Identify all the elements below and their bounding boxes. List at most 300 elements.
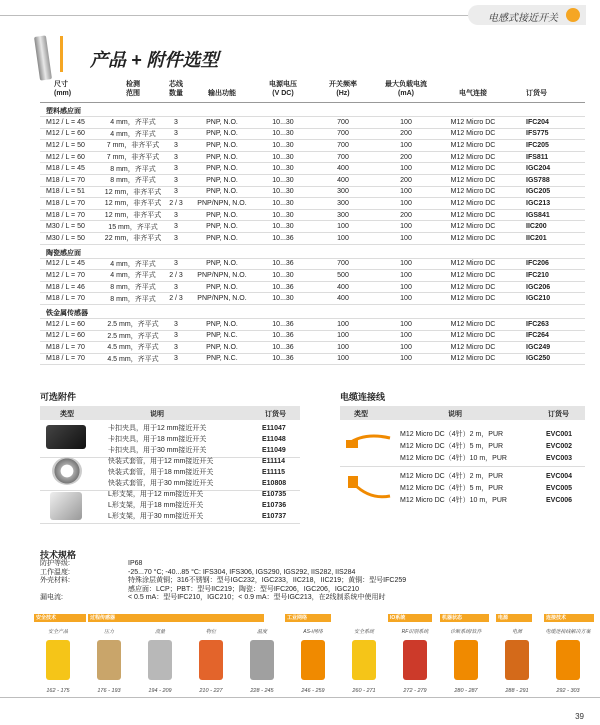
- table-cell: 12 mm，非齐平式: [104, 209, 162, 221]
- table-cell: 10...30: [254, 151, 312, 163]
- accessory-desc: 快装式套管，用于18 mm接近开关: [108, 469, 214, 476]
- snap-clamp-image: [46, 425, 86, 449]
- table-cell: IFC206: [508, 258, 585, 270]
- table-cell: IFC263: [508, 318, 585, 330]
- table-cell: PNP, N.O.: [190, 128, 254, 140]
- accessory-order-number: E10735: [262, 491, 287, 498]
- table-cell: M12 / L = 70: [40, 270, 104, 282]
- table-cell: IFS811: [508, 151, 585, 163]
- table-cell: PNP, N.O.: [190, 174, 254, 186]
- table-row: [40, 163, 585, 175]
- accessory-order-number: E10808: [262, 480, 287, 487]
- table-cell: 100: [374, 140, 438, 152]
- footer-page-range[interactable]: 162 - 175: [46, 688, 70, 694]
- spec-value: < 0.5 mA：型号IFC210，IGC210；< 0.9 mA：型号IGC213，在2线制系统中使用时: [128, 594, 386, 601]
- column-header: 检测 范围: [104, 78, 162, 103]
- table-cell: 100: [374, 117, 438, 129]
- footer-item-label[interactable]: 流量: [154, 629, 165, 635]
- table-cell: IGC213: [508, 198, 585, 210]
- table-cell: M12 Micro DC: [438, 186, 508, 198]
- cables-header-type: 类型: [354, 411, 368, 418]
- table-cell: M12 / L = 60: [40, 128, 104, 140]
- column-header: 电源电压 (V DC): [254, 78, 312, 103]
- table-cell: IFC264: [508, 330, 585, 342]
- specs-title: 技术规格: [40, 550, 77, 560]
- footer-product-image[interactable]: [97, 640, 121, 680]
- table-cell: 10...30: [254, 293, 312, 305]
- table-row: [40, 232, 585, 244]
- table-cell: 3: [162, 342, 190, 354]
- category-dot-icon: [566, 8, 580, 22]
- footer-product-image[interactable]: [199, 640, 223, 680]
- footer-item-label[interactable]: 电缆连接线解决方案: [545, 629, 591, 635]
- table-cell: M12 Micro DC: [438, 293, 508, 305]
- table-cell: 300: [312, 186, 374, 198]
- accessory-order-number: E11115: [262, 469, 285, 476]
- table-cell: M12 Micro DC: [438, 330, 508, 342]
- accessory-order-number: E10737: [262, 513, 287, 520]
- accessory-order-number: E11049: [262, 447, 286, 454]
- table-cell: 400: [312, 293, 374, 305]
- category-label: 电感式接近开关: [488, 13, 558, 24]
- l-bracket-image: [50, 492, 82, 520]
- table-cell: M12 Micro DC: [438, 128, 508, 140]
- table-cell: IFC210: [508, 270, 585, 282]
- group-row: [40, 244, 585, 258]
- page-title: 产品 + 附件选型: [90, 50, 219, 70]
- accessory-desc: 卡扣夹具，用于30 mm接近开关: [108, 447, 207, 454]
- footer-page-range[interactable]: 260 - 271: [352, 688, 376, 694]
- accessories-header-order: 订货号: [265, 411, 286, 418]
- table-row: [40, 342, 585, 354]
- table-row: [40, 330, 585, 342]
- table-cell: 400: [312, 281, 374, 293]
- table-cell: M12 / L = 60: [40, 318, 104, 330]
- table-cell: 700: [312, 151, 374, 163]
- table-cell: IIC201: [508, 232, 585, 244]
- footer-category-tab[interactable]: 电源: [496, 614, 532, 622]
- table-cell: 100: [374, 342, 438, 354]
- table-row: [40, 318, 585, 330]
- table-cell: 3: [162, 258, 190, 270]
- cable-desc: M12 Micro DC（4针）5 m，PUR: [400, 485, 504, 492]
- table-cell: PNP, N.O.: [190, 258, 254, 270]
- table-cell: 200: [374, 151, 438, 163]
- product-table-body: [40, 103, 585, 365]
- group-row: [40, 103, 585, 117]
- table-row: [40, 270, 585, 282]
- group-label: 陶瓷感应面: [40, 244, 585, 258]
- table-cell: M12 Micro DC: [438, 342, 508, 354]
- spec-value: IP68: [128, 560, 143, 567]
- table-cell: PNP, N.O.: [190, 186, 254, 198]
- footer-product-image[interactable]: [46, 640, 70, 680]
- spec-label: 漏电流:: [40, 594, 63, 601]
- table-cell: 10...30: [254, 221, 312, 233]
- table-cell: 3: [162, 209, 190, 221]
- table-cell: 100: [374, 270, 438, 282]
- table-cell: 3: [162, 151, 190, 163]
- footer-page-range[interactable]: 292 - 303: [556, 688, 580, 694]
- footer-item-label[interactable]: 压力: [103, 629, 114, 635]
- footer-product-image[interactable]: [505, 640, 529, 680]
- table-cell: IGC206: [508, 281, 585, 293]
- table-cell: 3: [162, 330, 190, 342]
- accessory-desc: L形支架，用于18 mm接近开关: [108, 502, 204, 509]
- table-cell: 10...30: [254, 209, 312, 221]
- table-cell: M18 / L = 70: [40, 209, 104, 221]
- footer-item-label[interactable]: 物位: [205, 629, 216, 635]
- footer-category-tab[interactable]: 过程传感器: [88, 614, 264, 622]
- table-cell: IGC204: [508, 163, 585, 175]
- table-cell: 12 mm，非齐平式: [104, 186, 162, 198]
- table-cell: 2 / 3: [162, 270, 190, 282]
- table-cell: M12 Micro DC: [438, 117, 508, 129]
- cable-order-number: EVC002: [546, 443, 573, 450]
- table-cell: 10...36: [254, 258, 312, 270]
- table-cell: 700: [312, 258, 374, 270]
- table-cell: IFS775: [508, 128, 585, 140]
- footer-product-image[interactable]: [352, 640, 376, 680]
- accessory-desc: 卡扣夹具，用于12 mm接近开关: [108, 425, 207, 432]
- table-cell: M12 Micro DC: [438, 198, 508, 210]
- cables-header-desc: 说明: [448, 411, 462, 418]
- angled-cable-image: [344, 470, 394, 506]
- table-cell: 7 mm，非齐平式: [104, 151, 162, 163]
- table-cell: 400: [312, 174, 374, 186]
- table-cell: 8 mm，齐平式: [104, 174, 162, 186]
- table-cell: 2.5 mm，齐平式: [104, 318, 162, 330]
- table-cell: 4 mm，齐平式: [104, 128, 162, 140]
- table-cell: 100: [312, 221, 374, 233]
- table-cell: 10...30: [254, 186, 312, 198]
- column-header: 订货号: [508, 78, 585, 103]
- table-cell: 200: [374, 174, 438, 186]
- table-cell: PNP, N.O.: [190, 163, 254, 175]
- page-number: 39: [575, 712, 584, 721]
- cable-order-number: EVC003: [546, 455, 573, 462]
- cable-order-number: EVC006: [546, 497, 573, 504]
- table-cell: 3: [162, 281, 190, 293]
- table-row: [40, 198, 585, 210]
- column-header: 输出功能: [190, 78, 254, 103]
- footer-item-label[interactable]: 电源: [511, 629, 522, 635]
- table-cell: IFC204: [508, 117, 585, 129]
- table-cell: 100: [312, 330, 374, 342]
- table-cell: M12 Micro DC: [438, 174, 508, 186]
- column-header: 尺寸 (mm): [40, 78, 104, 103]
- table-cell: M12 / L = 45: [40, 258, 104, 270]
- top-bar: [0, 0, 600, 28]
- table-cell: IIC200: [508, 221, 585, 233]
- table-cell: 500: [312, 270, 374, 282]
- footer-page-range[interactable]: 288 - 291: [505, 688, 529, 694]
- table-cell: 100: [374, 163, 438, 175]
- table-cell: 22 mm，非齐平式: [104, 232, 162, 244]
- table-cell: M12 / L = 45: [40, 117, 104, 129]
- footer-product-image[interactable]: [148, 640, 172, 680]
- accessory-order-number: E11114: [262, 458, 285, 465]
- table-cell: 10...30: [254, 128, 312, 140]
- footer-product-image[interactable]: [403, 640, 427, 680]
- table-cell: 100: [312, 318, 374, 330]
- table-cell: IGC249: [508, 342, 585, 354]
- table-cell: 300: [312, 209, 374, 221]
- spec-value: 特殊涂层黄铜；316不锈钢：型号IGC232，IGC233，IIC218，IIC219；黄铜：型号IFC259: [128, 577, 407, 584]
- footer-page-range[interactable]: 246 - 259: [301, 688, 325, 694]
- table-cell: PNP, N.O.: [190, 151, 254, 163]
- accessory-desc: 卡扣夹具，用于18 mm接近开关: [108, 436, 207, 443]
- table-cell: 700: [312, 117, 374, 129]
- table-cell: M18 / L = 70: [40, 342, 104, 354]
- footer-category-tab[interactable]: 工业网络: [285, 614, 331, 622]
- table-cell: 3: [162, 128, 190, 140]
- table-cell: M12 / L = 50: [40, 140, 104, 152]
- table-cell: 100: [374, 330, 438, 342]
- table-cell: M12 Micro DC: [438, 353, 508, 365]
- footer-product-image[interactable]: [301, 640, 325, 680]
- footer-item-label[interactable]: 安全产品: [47, 629, 68, 635]
- table-row: [40, 140, 585, 152]
- table-cell: 15 mm，齐平式: [104, 221, 162, 233]
- table-cell: M12 Micro DC: [438, 221, 508, 233]
- cable-divider: [340, 466, 585, 467]
- column-header: 电气连接: [438, 78, 508, 103]
- table-cell: PNP/NPN, N.O.: [190, 270, 254, 282]
- accessory-divider: [40, 523, 300, 524]
- footer-category-tab[interactable]: 安全技术: [34, 614, 86, 622]
- accessory-desc: 快装式套管，用于30 mm接近开关: [108, 480, 214, 487]
- table-cell: IFC205: [508, 140, 585, 152]
- table-cell: 3: [162, 221, 190, 233]
- table-cell: M12 Micro DC: [438, 232, 508, 244]
- table-cell: 8 mm，齐平式: [104, 293, 162, 305]
- footer-product-image[interactable]: [556, 640, 580, 680]
- table-row: [40, 117, 585, 129]
- accessory-order-number: E11048: [262, 436, 286, 443]
- table-cell: M12 / L = 60: [40, 330, 104, 342]
- accessories-header-desc: 说明: [150, 411, 164, 418]
- table-cell: PNP, N.O.: [190, 140, 254, 152]
- table-cell: 10...36: [254, 342, 312, 354]
- table-row: [40, 186, 585, 198]
- footer-item-label[interactable]: 安全系统: [353, 629, 374, 635]
- table-cell: 100: [374, 258, 438, 270]
- table-cell: 3: [162, 163, 190, 175]
- table-cell: 3: [162, 353, 190, 365]
- footer-page-range[interactable]: 210 - 227: [199, 688, 223, 694]
- table-cell: 3: [162, 232, 190, 244]
- table-cell: 7 mm，非齐平式: [104, 140, 162, 152]
- table-cell: 3: [162, 174, 190, 186]
- table-cell: 10...30: [254, 117, 312, 129]
- table-row: [40, 221, 585, 233]
- footer-item-label[interactable]: 诊断系统/软件: [450, 629, 482, 635]
- quick-mount-sleeve-image: [52, 457, 82, 485]
- spec-label: 工作温度:: [40, 568, 70, 576]
- spec-value: 感应面：LCP；PBT：型号IIC219；陶瓷：型号IFC206，IGC206，IGC210: [128, 585, 360, 593]
- footer-page-range[interactable]: 280 - 287: [454, 688, 478, 694]
- table-cell: PNP, N.O.: [190, 232, 254, 244]
- accessory-desc: L形支架，用于12 mm接近开关: [108, 491, 204, 498]
- table-cell: M12 Micro DC: [438, 281, 508, 293]
- table-cell: 100: [374, 281, 438, 293]
- table-cell: PNP, N.O.: [190, 209, 254, 221]
- table-cell: 2 / 3: [162, 293, 190, 305]
- table-cell: 3: [162, 186, 190, 198]
- table-cell: 4 mm，齐平式: [104, 270, 162, 282]
- cable-order-number: EVC001: [546, 431, 573, 438]
- table-row: [40, 209, 585, 221]
- table-cell: 8 mm，齐平式: [104, 163, 162, 175]
- table-cell: IGC205: [508, 186, 585, 198]
- table-cell: PNP/NPN, N.O.: [190, 198, 254, 210]
- cable-desc: M12 Micro DC（4针）5 m，PUR: [400, 443, 504, 450]
- table-cell: PNP, N.C.: [190, 330, 254, 342]
- group-label: 塑料感应面: [40, 103, 585, 117]
- table-cell: 300: [312, 198, 374, 210]
- table-cell: 4.5 mm，齐平式: [104, 353, 162, 365]
- table-cell: 4 mm，齐平式: [104, 258, 162, 270]
- table-cell: 10...30: [254, 198, 312, 210]
- spec-value: -25...70 °C; -40...85 °C: IFS304, IFS306, IGS290, IGS292, IIS282, IIS284: [128, 568, 356, 576]
- table-cell: 8 mm，齐平式: [104, 281, 162, 293]
- table-row: [40, 174, 585, 186]
- accessories-title: 可选附件: [40, 392, 77, 402]
- table-cell: M18 / L = 45: [40, 163, 104, 175]
- table-cell: PNP, N.O.: [190, 281, 254, 293]
- table-cell: 100: [374, 318, 438, 330]
- table-cell: 400: [312, 163, 374, 175]
- table-cell: 700: [312, 140, 374, 152]
- table-cell: IGC210: [508, 293, 585, 305]
- spec-label: 外壳材料:: [40, 577, 70, 584]
- table-cell: 10...36: [254, 281, 312, 293]
- table-cell: M30 / L = 50: [40, 221, 104, 233]
- accessory-desc: 快装式套管，用于12 mm接近开关: [108, 458, 214, 465]
- table-cell: 4.5 mm，齐平式: [104, 342, 162, 354]
- table-cell: M12 Micro DC: [438, 163, 508, 175]
- table-cell: M12 Micro DC: [438, 209, 508, 221]
- table-cell: 2 / 3: [162, 198, 190, 210]
- footer-item-label[interactable]: RF识别系统: [401, 629, 429, 635]
- table-cell: 10...30: [254, 140, 312, 152]
- footer-page-range[interactable]: 228 - 245: [250, 688, 274, 694]
- table-cell: 12 mm，非齐平式: [104, 198, 162, 210]
- footer-category-tab[interactable]: IO系统: [388, 614, 432, 622]
- footer-page-range[interactable]: 176 - 193: [97, 688, 121, 694]
- category-tag: [468, 5, 586, 25]
- cable-desc: M12 Micro DC（4针）2 m，PUR: [400, 473, 504, 480]
- sensor-image: [34, 35, 52, 80]
- table-cell: M18 / L = 70: [40, 353, 104, 365]
- table-cell: 700: [312, 128, 374, 140]
- table-cell: 100: [374, 186, 438, 198]
- table-cell: 3: [162, 140, 190, 152]
- table-cell: M12 Micro DC: [438, 151, 508, 163]
- table-cell: M18 / L = 70: [40, 198, 104, 210]
- table-cell: M18 / L = 70: [40, 174, 104, 186]
- table-cell: 200: [374, 209, 438, 221]
- table-row: [40, 258, 585, 270]
- accessory-desc: L形支架，用于30 mm接近开关: [108, 513, 204, 520]
- group-row: [40, 304, 585, 318]
- table-cell: 10...36: [254, 330, 312, 342]
- footer-category-tab[interactable]: 机器状态: [440, 614, 489, 622]
- table-row: [40, 151, 585, 163]
- table-cell: 10...36: [254, 232, 312, 244]
- table-cell: IGC250: [508, 353, 585, 365]
- footer-page-range[interactable]: 194 - 209: [148, 688, 172, 694]
- table-cell: 10...30: [254, 270, 312, 282]
- table-cell: M12 / L = 60: [40, 151, 104, 163]
- table-cell: M18 / L = 46: [40, 281, 104, 293]
- accessories-header-type: 类型: [60, 411, 74, 418]
- table-cell: 200: [374, 128, 438, 140]
- cable-desc: M12 Micro DC（4针）10 m，PUR: [400, 455, 507, 462]
- cable-desc: M12 Micro DC（4针）2 m，PUR: [400, 431, 504, 438]
- table-cell: M18 / L = 51: [40, 186, 104, 198]
- accessory-order-number: E10736: [262, 502, 287, 509]
- footer-category-tab[interactable]: 连接技术: [544, 614, 594, 622]
- table-row: [40, 353, 585, 365]
- table-cell: 10...30: [254, 174, 312, 186]
- footer-product-image[interactable]: [454, 640, 478, 680]
- table-cell: PNP, N.O.: [190, 318, 254, 330]
- footer-product-image[interactable]: [250, 640, 274, 680]
- footer-item-label[interactable]: 温度: [256, 629, 267, 635]
- table-cell: 10...36: [254, 353, 312, 365]
- table-cell: PNP, N.O.: [190, 221, 254, 233]
- column-header: 开关频率 (Hz): [312, 78, 374, 103]
- accessory-order-number: E11047: [262, 425, 286, 432]
- table-cell: 3: [162, 318, 190, 330]
- table-cell: M18 / L = 70: [40, 293, 104, 305]
- cable-order-number: EVC005: [546, 485, 573, 492]
- straight-cable-image: [344, 424, 394, 460]
- table-cell: 10...36: [254, 318, 312, 330]
- table-cell: M12 Micro DC: [438, 270, 508, 282]
- cables-header-order: 订货号: [548, 411, 569, 418]
- table-row: [40, 281, 585, 293]
- table-cell: PNP, N.C.: [190, 353, 254, 365]
- table-cell: 100: [374, 353, 438, 365]
- footer-item-label[interactable]: AS-i网络: [303, 629, 323, 635]
- table-row: [40, 293, 585, 305]
- accessories-header: [40, 406, 300, 420]
- table-cell: 100: [312, 232, 374, 244]
- table-cell: IGS841: [508, 209, 585, 221]
- cable-desc: M12 Micro DC（4针）10 m，PUR: [400, 497, 507, 504]
- table-cell: M30 / L = 50: [40, 232, 104, 244]
- column-header: 芯线 数量: [162, 78, 190, 103]
- table-cell: 10...30: [254, 163, 312, 175]
- table-cell: 4 mm，齐平式: [104, 117, 162, 129]
- table-cell: PNP, N.O.: [190, 342, 254, 354]
- table-cell: M12 Micro DC: [438, 140, 508, 152]
- table-cell: 100: [374, 232, 438, 244]
- column-header: 最大负载电流 (mA): [374, 78, 438, 103]
- group-label: 铁金属传感器: [40, 304, 585, 318]
- footer-rule: [0, 697, 600, 698]
- top-rule: [0, 15, 470, 16]
- table-cell: 3: [162, 117, 190, 129]
- footer-page-range[interactable]: 272 - 279: [403, 688, 427, 694]
- table-cell: 100: [374, 198, 438, 210]
- cables-title: 电缆连接线: [340, 392, 386, 402]
- table-cell: M12 Micro DC: [438, 258, 508, 270]
- table-cell: 100: [312, 342, 374, 354]
